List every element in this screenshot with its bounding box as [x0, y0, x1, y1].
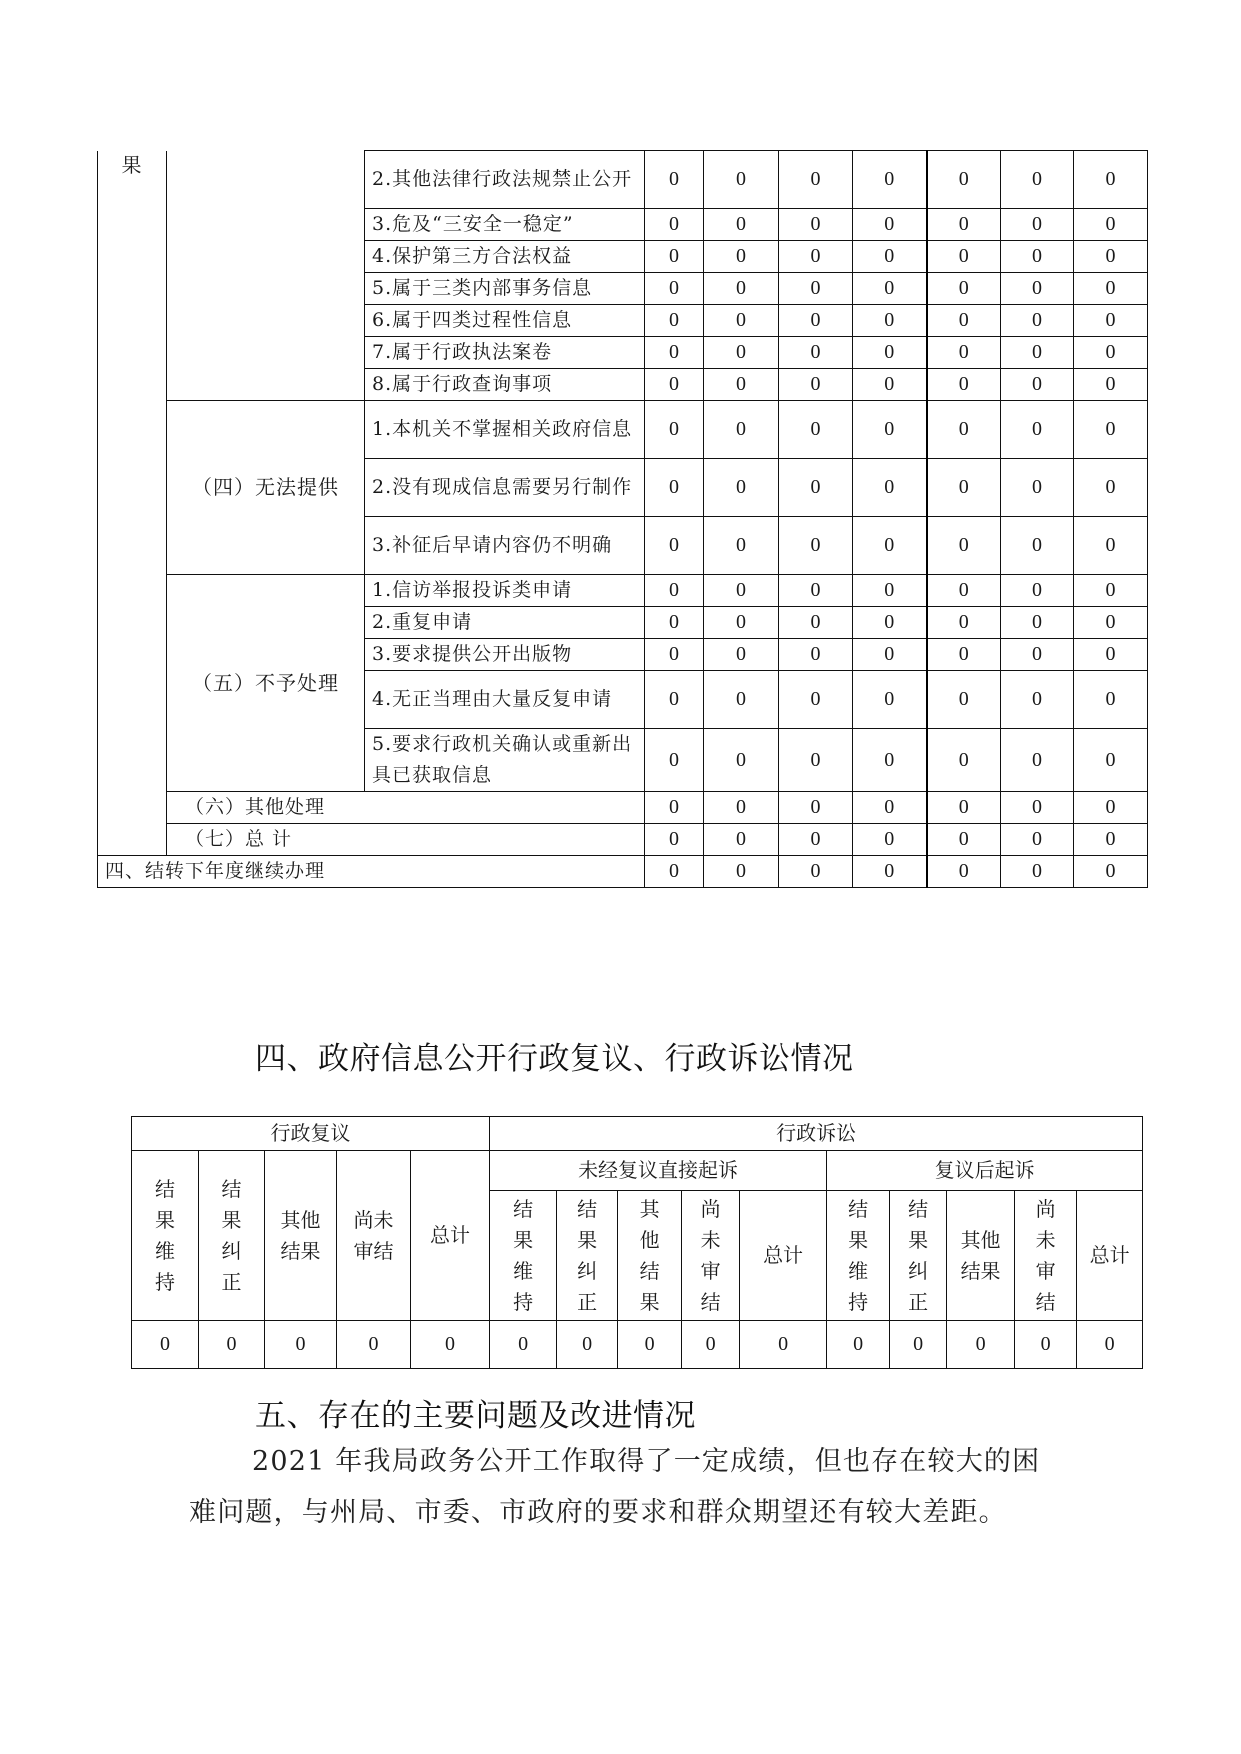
value-cell: 0 [704, 824, 779, 856]
value-cell: 0 [853, 792, 927, 824]
value-cell: 0 [1074, 517, 1148, 575]
value-cell: 0 [779, 856, 853, 888]
row-label: 2.其他法律行政法规禁止公开 [365, 151, 645, 209]
value-cell: 0 [1074, 273, 1148, 305]
row-label: 1.信访举报投诉类申请 [365, 575, 645, 607]
value-cell: 0 [779, 607, 853, 639]
value-cell: 0 [645, 824, 704, 856]
value-cell: 0 [853, 575, 927, 607]
review-col-2: 其他 结果 [265, 1151, 337, 1321]
value-cell: 0 [704, 575, 779, 607]
value-cell: 0 [704, 729, 779, 792]
value-cell: 0 [1001, 607, 1074, 639]
value-cell: 0 [779, 792, 853, 824]
direct-col-0: 结 果 维 持 [490, 1191, 557, 1321]
value-cell: 0 [704, 639, 779, 671]
value-cell: 0 [1001, 305, 1074, 337]
value-cell: 0 [853, 337, 927, 369]
value-cell: 0 [779, 305, 853, 337]
other_handling-label: （六）其他处理 [167, 792, 645, 824]
value-cell: 0 [1074, 401, 1148, 459]
value-cell: 0 [853, 273, 927, 305]
value-cell: 0 [779, 459, 853, 517]
row-label: 4.保护第三方合法权益 [365, 241, 645, 273]
value-cell: 0 [779, 671, 853, 729]
value-cell: 0 [779, 517, 853, 575]
value-cell: 0 [557, 1321, 618, 1369]
value-cell: 0 [1001, 671, 1074, 729]
value-cell: 0 [645, 671, 704, 729]
value-cell: 0 [890, 1321, 947, 1369]
value-cell: 0 [1001, 241, 1074, 273]
value-cell: 0 [927, 273, 1001, 305]
value-cell: 0 [704, 856, 779, 888]
value-cell: 0 [853, 517, 927, 575]
row-label: 1.本机关不掌握相关政府信息 [365, 401, 645, 459]
review-litigation-table [131, 1116, 1143, 1369]
value-cell: 0 [645, 241, 704, 273]
value-cell: 0 [704, 273, 779, 305]
value-cell: 0 [704, 607, 779, 639]
after-col-1: 结 果 纠 正 [890, 1191, 947, 1321]
value-cell: 0 [927, 241, 1001, 273]
value-cell: 0 [1001, 639, 1074, 671]
value-cell: 0 [704, 401, 779, 459]
direct-col-2: 其 他 结 果 [618, 1191, 682, 1321]
value-cell: 0 [853, 241, 927, 273]
value-cell: 0 [1015, 1321, 1077, 1369]
value-cell: 0 [645, 273, 704, 305]
row-label: 3.要求提供公开出版物 [365, 639, 645, 671]
value-cell: 0 [853, 824, 927, 856]
row-label: 4.无正当理由大量反复申请 [365, 671, 645, 729]
value-cell: 0 [704, 151, 779, 209]
value-cell: 0 [1074, 337, 1148, 369]
value-cell: 0 [490, 1321, 557, 1369]
carry-over-row [98, 856, 1148, 888]
value-cell: 0 [927, 151, 1001, 209]
value-cell: 0 [645, 369, 704, 401]
value-cell: 0 [618, 1321, 682, 1369]
value-cell: 0 [1074, 856, 1148, 888]
value-cell: 0 [704, 241, 779, 273]
application-handling-table [97, 150, 1148, 888]
after-review-suit-header: 复议后起诉 [827, 1151, 1143, 1191]
row-label: 7.属于行政执法案卷 [365, 337, 645, 369]
group5-title: （五）不予处理 [167, 575, 365, 792]
value-cell: 0 [682, 1321, 740, 1369]
value-cell: 0 [927, 517, 1001, 575]
value-cell: 0 [927, 671, 1001, 729]
direct-suit-header: 未经复议直接起诉 [490, 1151, 827, 1191]
value-cell: 0 [337, 1321, 411, 1369]
value-cell: 0 [1074, 369, 1148, 401]
value-cell: 0 [779, 729, 853, 792]
row-label: 5.要求行政机关确认或重新出具已获取信息 [365, 729, 645, 792]
value-cell: 0 [927, 305, 1001, 337]
value-cell: 0 [779, 401, 853, 459]
value-cell: 0 [1001, 401, 1074, 459]
value-cell: 0 [1074, 241, 1148, 273]
value-cell: 0 [645, 209, 704, 241]
value-cell: 0 [947, 1321, 1015, 1369]
value-cell: 0 [1074, 639, 1148, 671]
row-label: 8.属于行政查询事项 [365, 369, 645, 401]
value-cell: 0 [704, 517, 779, 575]
value-cell: 0 [645, 459, 704, 517]
value-cell: 0 [853, 401, 927, 459]
value-cell: 0 [1074, 671, 1148, 729]
value-cell: 0 [853, 639, 927, 671]
value-cell: 0 [927, 729, 1001, 792]
value-cell: 0 [704, 792, 779, 824]
admin-review-header: 行政复议 [132, 1117, 490, 1151]
after-col-3: 尚 未 审 结 [1015, 1191, 1077, 1321]
table-row [98, 401, 1148, 459]
value-cell: 0 [199, 1321, 265, 1369]
value-cell: 0 [853, 729, 927, 792]
value-cell: 0 [1001, 273, 1074, 305]
value-cell: 0 [1074, 459, 1148, 517]
values-row [132, 1321, 1143, 1369]
row-label: 3.危及“三安全一稳定” [365, 209, 645, 241]
value-cell: 0 [853, 459, 927, 517]
value-cell: 0 [927, 209, 1001, 241]
section-4-heading: 四、政府信息公开行政复议、行政诉讼情况 [255, 1041, 854, 1077]
review-col-4: 总计 [411, 1151, 490, 1321]
value-cell: 0 [927, 607, 1001, 639]
table-row [98, 575, 1148, 607]
value-cell: 0 [853, 369, 927, 401]
outcome-category-cell: 果 [98, 151, 167, 856]
value-cell: 0 [927, 639, 1001, 671]
value-cell: 0 [853, 209, 927, 241]
table-row [98, 824, 1148, 856]
group4-title: （四）无法提供 [167, 401, 365, 575]
value-cell: 0 [645, 337, 704, 369]
value-cell: 0 [853, 607, 927, 639]
value-cell: 0 [645, 856, 704, 888]
row-label: 6.属于四类过程性信息 [365, 305, 645, 337]
value-cell: 0 [779, 337, 853, 369]
after-col-4: 总计 [1077, 1191, 1143, 1321]
value-cell: 0 [645, 607, 704, 639]
value-cell: 0 [1001, 575, 1074, 607]
value-cell: 0 [704, 369, 779, 401]
value-cell: 0 [779, 151, 853, 209]
value-cell: 0 [1074, 729, 1148, 792]
value-cell: 0 [779, 575, 853, 607]
after-col-2: 其他 结果 [947, 1191, 1015, 1321]
value-cell: 0 [1001, 856, 1074, 888]
value-cell: 0 [927, 401, 1001, 459]
section-5-heading: 五、存在的主要问题及改进情况 [255, 1398, 696, 1434]
value-cell: 0 [1001, 337, 1074, 369]
value-cell: 0 [853, 151, 927, 209]
direct-col-1: 结 果 纠 正 [557, 1191, 618, 1321]
value-cell: 0 [1001, 729, 1074, 792]
carry-over-label: 四、结转下年度继续办理 [98, 856, 645, 888]
direct-col-3: 尚 未 审 结 [682, 1191, 740, 1321]
review-col-3: 尚未 审结 [337, 1151, 411, 1321]
value-cell: 0 [1001, 369, 1074, 401]
value-cell: 0 [1074, 607, 1148, 639]
review-col-0: 结 果 维 持 [132, 1151, 199, 1321]
value-cell: 0 [645, 729, 704, 792]
value-cell: 0 [1001, 824, 1074, 856]
value-cell: 0 [645, 305, 704, 337]
review-col-1: 结 果 纠 正 [199, 1151, 265, 1321]
value-cell: 0 [1001, 459, 1074, 517]
value-cell: 0 [927, 856, 1001, 888]
table-row [98, 151, 1148, 209]
value-cell: 0 [645, 517, 704, 575]
value-cell: 0 [1074, 305, 1148, 337]
admin-litigation-header: 行政诉讼 [490, 1117, 1143, 1151]
value-cell: 0 [265, 1321, 337, 1369]
value-cell: 0 [411, 1321, 490, 1369]
value-cell: 0 [740, 1321, 827, 1369]
row-label: 2.重复申请 [365, 607, 645, 639]
value-cell: 0 [779, 209, 853, 241]
value-cell: 0 [827, 1321, 890, 1369]
value-cell: 0 [1001, 517, 1074, 575]
value-cell: 0 [645, 575, 704, 607]
value-cell: 0 [1074, 575, 1148, 607]
table-row [98, 792, 1148, 824]
value-cell: 0 [1074, 792, 1148, 824]
group-3-cell [167, 151, 365, 401]
row-label: 3.补征后早请内容仍不明确 [365, 517, 645, 575]
direct-col-4: 总计 [740, 1191, 827, 1321]
value-cell: 0 [704, 459, 779, 517]
value-cell: 0 [1077, 1321, 1143, 1369]
value-cell: 0 [927, 369, 1001, 401]
value-cell: 0 [132, 1321, 199, 1369]
value-cell: 0 [704, 209, 779, 241]
value-cell: 0 [853, 856, 927, 888]
value-cell: 0 [1001, 792, 1074, 824]
value-cell: 0 [1074, 824, 1148, 856]
value-cell: 0 [704, 305, 779, 337]
value-cell: 0 [927, 575, 1001, 607]
value-cell: 0 [645, 401, 704, 459]
value-cell: 0 [927, 459, 1001, 517]
value-cell: 0 [704, 671, 779, 729]
value-cell: 0 [927, 337, 1001, 369]
value-cell: 0 [704, 337, 779, 369]
row-label: 5.属于三类内部事务信息 [365, 273, 645, 305]
value-cell: 0 [927, 824, 1001, 856]
value-cell: 0 [853, 305, 927, 337]
value-cell: 0 [1001, 151, 1074, 209]
value-cell: 0 [927, 792, 1001, 824]
value-cell: 0 [645, 792, 704, 824]
value-cell: 0 [645, 151, 704, 209]
value-cell: 0 [1074, 209, 1148, 241]
total-label: （七）总 计 [167, 824, 645, 856]
value-cell: 0 [645, 639, 704, 671]
after-col-0: 结 果 维 持 [827, 1191, 890, 1321]
value-cell: 0 [779, 241, 853, 273]
value-cell: 0 [779, 369, 853, 401]
value-cell: 0 [853, 671, 927, 729]
row-label: 2.没有现成信息需要另行制作 [365, 459, 645, 517]
value-cell: 0 [779, 273, 853, 305]
value-cell: 0 [779, 639, 853, 671]
section-5-paragraph: 2021 年我局政务公开工作取得了一定成绩，但也存在较大的困难问题，与州局、市委、市政府的要求和群众期望还有较大差距。 [189, 1446, 1041, 1528]
value-cell: 0 [1001, 209, 1074, 241]
value-cell: 0 [779, 824, 853, 856]
value-cell: 0 [1074, 151, 1148, 209]
